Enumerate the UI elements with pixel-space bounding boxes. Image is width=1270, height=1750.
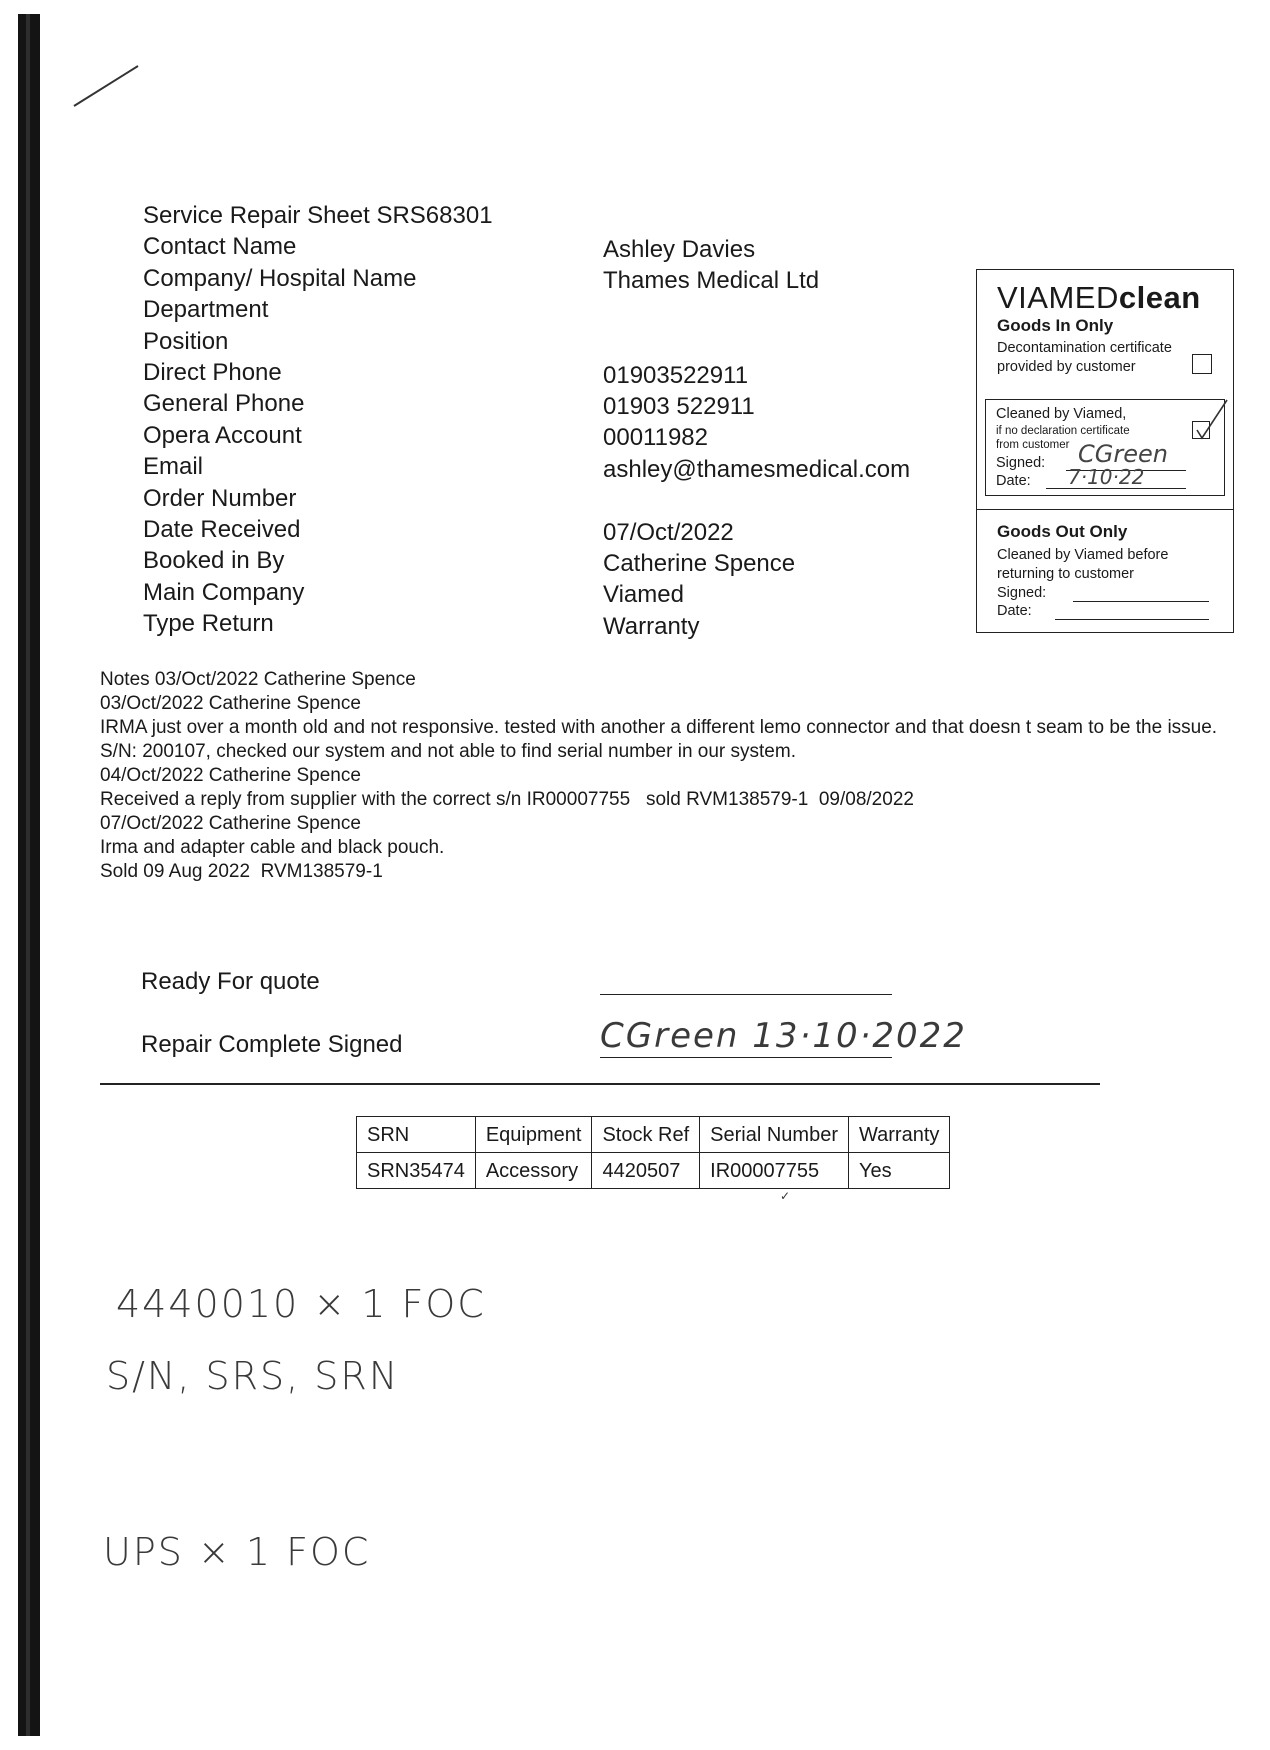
goods-out-signed-label: Signed: (997, 585, 1047, 601)
cell-serial-number: IR00007755 (700, 1153, 849, 1189)
label-main-company: Main Company (143, 578, 305, 606)
note-line: Notes 03/Oct/2022 Catherine Spence (100, 669, 416, 690)
value-booked-in-by: Catherine Spence (603, 550, 796, 578)
cell-stock-ref: 4420507 (592, 1153, 700, 1189)
repair-complete-label: Repair Complete Signed (141, 1031, 403, 1058)
value-direct-phone: 01903522911 (603, 361, 749, 389)
goods-out-date-label: Date: (997, 603, 1032, 619)
logo-brand: VIAMED (997, 280, 1119, 315)
clean-date-handwritten: 7·10·22 (1068, 465, 1145, 489)
value-contact-name: Ashley Davies (603, 236, 756, 263)
value-general-phone: 01903 522911 (603, 393, 755, 420)
label-company: Company/ Hospital Name (143, 264, 417, 292)
handwritten-line-3: UPS × 1 FOC (103, 1530, 371, 1574)
note-line: Received a reply from supplier with the correct s/n IR00007755 sold RVM138579-1 09/08/2022 (100, 789, 914, 810)
box-divider (977, 509, 1233, 510)
label-position: Position (143, 327, 229, 355)
label-contact-name: Contact Name (143, 233, 297, 261)
value-date-received: 07/Oct/2022 (603, 518, 734, 546)
goods-out-signed-line (1073, 601, 1209, 602)
goods-out-title: Goods Out Only (997, 522, 1128, 541)
cell-srn: SRN35474 (357, 1153, 476, 1189)
handwritten-line-1: 4440010 × 1 FOC (116, 1282, 486, 1326)
cell-warranty: Yes (849, 1153, 950, 1189)
ready-for-quote-label: Ready For quote (141, 968, 320, 995)
header-srn: SRN (357, 1117, 476, 1153)
pen-mark (72, 64, 152, 110)
value-order-number (603, 485, 910, 516)
header-stock-ref: Stock Ref (592, 1117, 700, 1153)
handwritten-line-2: S/N, SRS, SRN (106, 1354, 400, 1398)
clean-signature: CGreen (1078, 440, 1168, 468)
cleaned-small-line-2: from customer (996, 439, 1070, 451)
note-line: S/N: 200107, checked our system and not able to find serial number in our system. (100, 741, 796, 762)
goods-out-text: Cleaned by Viamed before returning to customer (997, 547, 1169, 582)
value-email: ashley@thamesmedical.com (603, 455, 911, 483)
field-values (603, 234, 910, 642)
value-opera-account: 00011982 (603, 424, 708, 452)
check-mark-icon (1191, 408, 1231, 444)
scan-edge-highlight (26, 14, 30, 1736)
repair-signature: CGreen 13·10·2022 (600, 1016, 967, 1056)
sheet-title: Service Repair Sheet SRS68301 (143, 202, 493, 229)
note-line: 07/Oct/2022 Catherine Spence (100, 813, 361, 834)
note-line: Sold 09 Aug 2022 RVM138579-1 (100, 861, 383, 882)
label-department: Department (143, 296, 269, 324)
label-opera-account: Opera Account (143, 421, 302, 449)
label-date-received: Date Received (143, 516, 301, 544)
label-email: Email (143, 453, 204, 481)
ready-for-quote-line (600, 994, 892, 995)
cleaned-checkbox-checked[interactable] (1192, 421, 1210, 439)
note-line: Irma and adapter cable and black pouch. (100, 837, 445, 858)
field-labels (143, 200, 493, 640)
note-line: IRMA just over a month old and not responsive. tested with another a different lemo connector and that doesn t seam to be the issue. (100, 717, 1218, 738)
cell-equipment: Accessory (475, 1153, 592, 1189)
value-main-company: Viamed (603, 581, 684, 609)
cleaned-title: Cleaned by Viamed, (996, 406, 1127, 422)
value-company: Thames Medical Ltd (603, 267, 820, 295)
label-booked-in-by: Booked in By (143, 547, 285, 575)
goods-out-date-line (1055, 619, 1209, 620)
value-position (603, 328, 910, 359)
goods-in-text: Decontamination certificate provided by customer (997, 340, 1172, 375)
cleaned-small-line-1: if no declaration certificate (996, 425, 1130, 437)
label-general-phone: General Phone (143, 390, 305, 418)
decontamination-checkbox[interactable] (1192, 354, 1212, 374)
table-row (357, 1153, 950, 1189)
equipment-table (356, 1116, 950, 1189)
value-type-return: Warranty (603, 612, 700, 640)
viamed-clean-logo (997, 280, 1201, 316)
goods-in-title: Goods In Only (997, 316, 1114, 335)
label-order-number: Order Number (143, 484, 297, 512)
header-equipment: Equipment (475, 1117, 592, 1153)
note-line: 04/Oct/2022 Catherine Spence (100, 765, 361, 786)
section-rule (100, 1083, 1100, 1085)
header-serial-number: Serial Number (700, 1117, 849, 1153)
label-type-return: Type Return (143, 610, 274, 638)
note-line: 03/Oct/2022 Catherine Spence (100, 693, 361, 714)
repair-complete-line (600, 1057, 892, 1058)
small-tick-icon: ✓ (780, 1189, 791, 1203)
header-warranty: Warranty (849, 1117, 950, 1153)
notes-section (100, 668, 1245, 884)
logo-suffix: clean (1118, 280, 1201, 315)
label-direct-phone: Direct Phone (143, 359, 282, 387)
cleaned-signed-label: Signed: (996, 455, 1046, 471)
value-department (603, 297, 910, 328)
table-header-row (357, 1117, 950, 1153)
cleaned-date-label: Date: (996, 473, 1031, 489)
